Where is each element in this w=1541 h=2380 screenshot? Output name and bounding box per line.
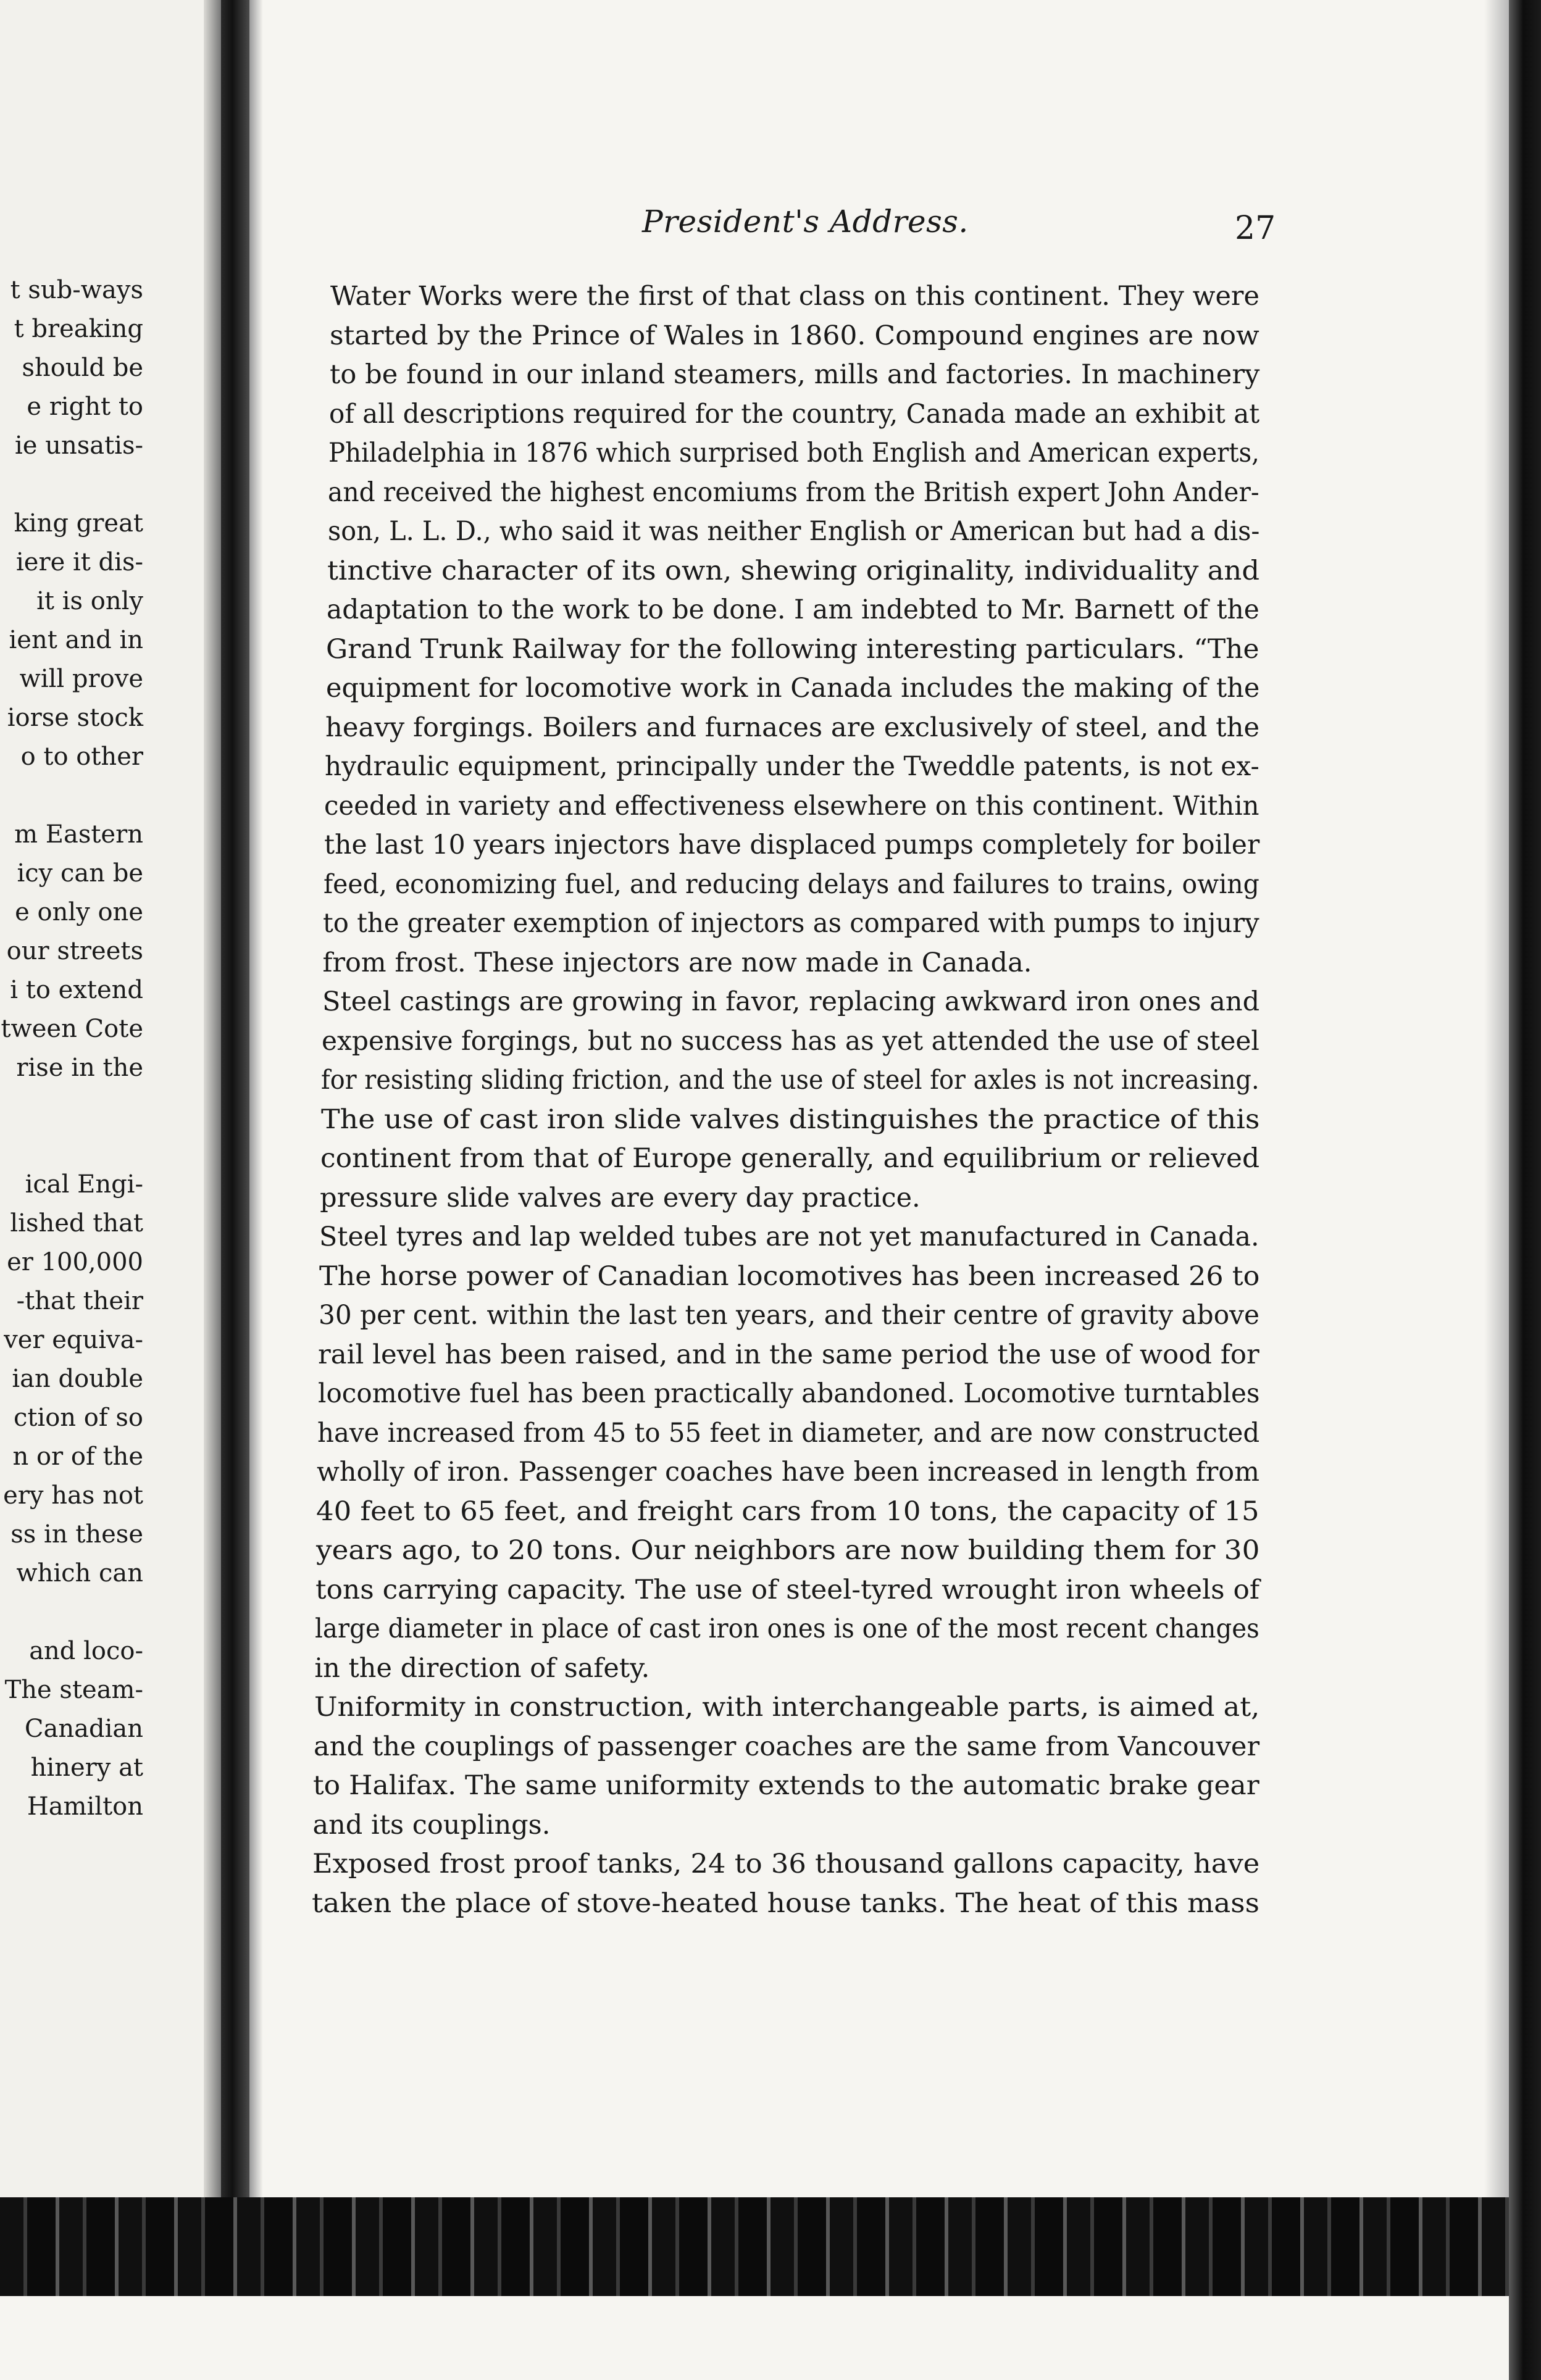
body-text-line: Water Works were the first of that class on this continent. They were [330,281,1259,312]
left-page-line: lished that [10,1209,143,1238]
body-text-line: to Halifax. The same uniformity extends to the automatic brake gear [313,1770,1259,1801]
bottom-margin [0,2296,1509,2380]
body-text-line: from frost. These injectors are now made in Canada. [322,947,1032,978]
left-facing-page [0,0,204,2197]
left-page-line: our streets [6,937,143,965]
body-text-line: and its couplings. [312,1809,551,1841]
body-text-line: started by the Prince of Wales in 1860. Compound engines are now [330,320,1259,351]
left-page-line: ver equiva- [4,1326,143,1354]
left-page-line: king great [14,509,143,538]
body-text-line: wholly of iron. Passenger coaches have been increased in length from [317,1457,1260,1488]
body-text-line: Steel castings are growing in favor, replacing awkward iron ones and [322,986,1259,1017]
left-page-line: tween Cote [1,1015,143,1043]
right-binding-edge [1509,0,1541,2380]
left-page-line: er 100,000 [7,1248,143,1276]
left-page-line: it is only [36,587,143,615]
body-text-line: years ago, to 20 tons. Our neighbors are now building them for 30 [315,1535,1259,1566]
left-page-line: e right to [27,393,143,421]
body-text-line: Steel tyres and lap welded tubes are not yet manufactured in Canada. [319,1221,1259,1252]
left-page-line: iere it dis- [16,548,143,576]
left-page-line: t breaking [14,315,143,343]
left-page-line: ie unsatis- [15,431,143,460]
left-page-line: which can [16,1559,143,1587]
left-page-line: Hamilton [27,1792,143,1821]
body-text-line: continent from that of Europe generally, and equilibrium or relieved [320,1143,1260,1174]
body-text-line: The horse power of Canadian locomotives has been increased 26 to [319,1260,1260,1292]
left-page-line: n or of the [12,1442,143,1471]
body-text-line: feed, economizing fuel, and reducing delays and failures to trains, owing [324,868,1259,900]
body-text-line: in the direction of safety. [314,1652,650,1684]
body-text-line: and received the highest encomiums from the British expert John Ander- [328,476,1259,508]
left-page-line: icy can be [17,859,143,888]
left-page-line: ction of so [13,1404,143,1432]
body-text-line: heavy forgings. Boilers and furnaces are exclusively of steel, and the [325,712,1260,743]
body-text-line: the last 10 years injectors have displaced pumps completely for boiler [324,830,1260,860]
body-text-line: rail level has been raised, and in the same period the use of wood for [318,1339,1259,1370]
body-text-line: adaptation to the work to be done. I am indebted to Mr. Barnett of the [327,594,1259,625]
body-text-line: 30 per cent. within the last ten years, and their centre of gravity above [318,1300,1259,1331]
left-page-line: -that their [16,1287,143,1315]
body-text-line: pressure slide valves are every day practice. [320,1182,921,1213]
left-page-line: m Eastern [14,820,143,849]
body-text-line: equipment for locomotive work in Canada includes the making of the [325,673,1260,704]
left-page-line: hinery at [30,1754,143,1782]
left-page-line: ery has not [3,1481,143,1510]
body-text-line: large diameter in place of cast iron ones is one of the most recent changes [315,1613,1259,1644]
body-text-line: to be found in our inland steamers, mills and factories. In machinery [329,359,1259,390]
body-text-line: son, L. L. D., who said it was neither English or American but had a dis- [327,516,1259,547]
book-gutter [221,0,249,2197]
body-text-line: 40 feet to 65 feet, and freight cars from 10 tons, the capacity of 15 [316,1496,1259,1527]
body-text-line: The use of cast iron slide valves distinguishes the practice of this [320,1104,1260,1135]
left-page-line: t sub-ways [10,276,143,304]
right-edge-shadow [1484,0,1509,2380]
body-text-line: Philadelphia in 1876 which surprised both English and American experts, [328,438,1260,468]
left-page-line: should be [22,354,143,382]
running-head: President's Address. [642,204,969,239]
left-page-line: ss in these [10,1520,143,1549]
left-page-line: and loco- [29,1637,143,1665]
page-number: 27 [1235,210,1276,247]
left-page-edge-shadow [204,0,221,2197]
body-text-line: expensive forgings, but no success has as yet attended the use of steel [322,1025,1260,1057]
left-page-line: ical Engi- [25,1170,143,1199]
body-text-line: tons carrying capacity. The use of steel-tyred wrought iron wheels of [315,1574,1259,1605]
body-text-line: tinctive character of its own, shewing originality, individuality and [327,555,1259,586]
body-text-line: for resisting sliding friction, and the use of steel for axles is not increasing. [321,1065,1259,1096]
left-page-line: iorse stock [7,704,143,732]
body-text-line: Uniformity in construction, with interchangeable parts, is aimed at, [314,1692,1259,1723]
body-text-line: taken the place of stove-heated house tanks. The heat of this mass [312,1887,1259,1919]
left-page-line: ian double [12,1365,143,1393]
left-page-line: rise in the [16,1054,143,1082]
body-text-line: hydraulic equipment, principally under the Tweddle patents, is not ex- [325,751,1260,782]
bottom-page-edges [0,2197,1509,2296]
left-page-line: e only one [15,898,143,926]
left-page-line: ient and in [9,626,143,654]
left-page-line: o to other [20,743,143,771]
body-text-line: and the couplings of passenger coaches are the same from Vancouver [313,1731,1259,1762]
left-page-line: Canadian [24,1715,143,1743]
body-text-line: ceeded in variety and effectiveness elsewhere on this continent. Within [324,790,1260,822]
gutter-shadow [249,0,263,2197]
left-page-line: will prove [19,665,143,693]
left-page-line: The steam- [4,1676,143,1704]
body-text-line: Exposed frost proof tanks, 24 to 36 thousand gallons capacity, have [312,1849,1259,1879]
left-page-line: i to extend [10,976,143,1004]
body-text-line: to the greater exemption of injectors as compared with pumps to injury [323,908,1259,939]
body-text-line: of all descriptions required for the country, Canada made an exhibit at [328,398,1260,430]
body-text-line: have increased from 45 to 55 feet in diameter, and are now constructed [317,1417,1259,1449]
body-text-line: Grand Trunk Railway for the following interesting particulars. “The [326,633,1259,665]
body-text-line: locomotive fuel has been practically abandoned. Locomotive turntables [317,1378,1260,1409]
